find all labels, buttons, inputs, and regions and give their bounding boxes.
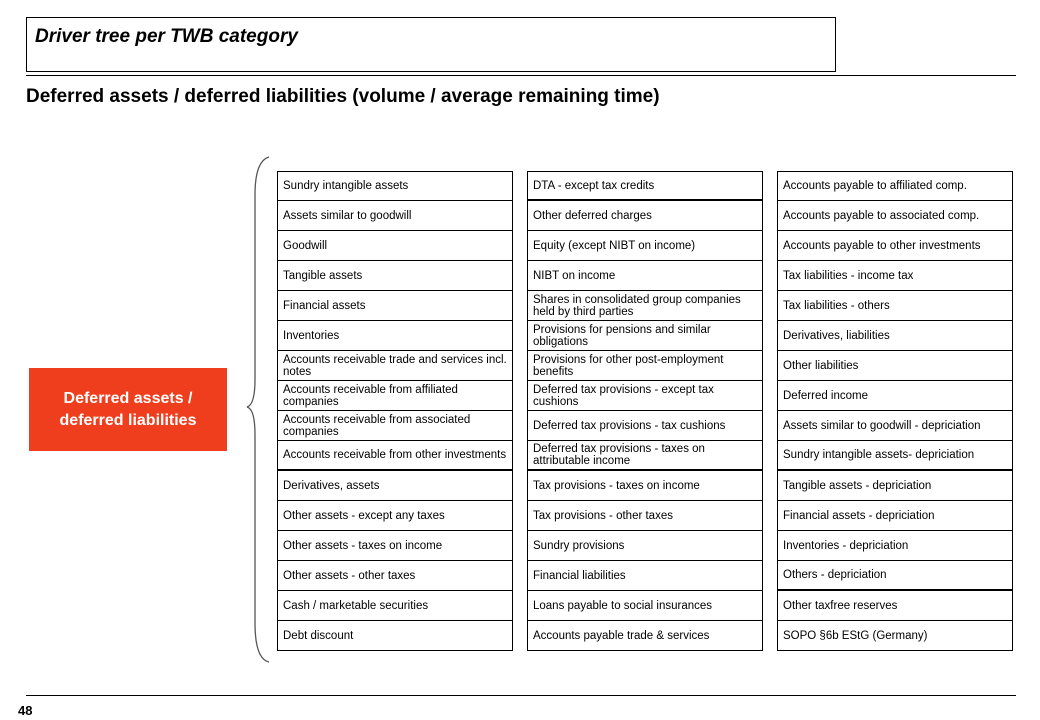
top-divider	[26, 75, 1016, 76]
driver-item: Deferred income	[777, 381, 1013, 411]
page-subtitle: Deferred assets / deferred liabilities (volume / average remaining time)	[26, 86, 660, 107]
driver-item: Tangible assets - depriciation	[777, 471, 1013, 501]
driver-item: Accounts payable to associated comp.	[777, 201, 1013, 231]
driver-item: Other taxfree reserves	[777, 591, 1013, 621]
root-node-line2: deferred liabilities	[59, 411, 197, 429]
driver-item: Tax liabilities - others	[777, 291, 1013, 321]
driver-item: Derivatives, liabilities	[777, 321, 1013, 351]
driver-item: Accounts payable trade & services	[527, 621, 763, 651]
driver-item: Inventories - depriciation	[777, 531, 1013, 561]
driver-column-payables	[777, 171, 1013, 651]
driver-item: Other assets - taxes on income	[277, 531, 513, 561]
root-node	[29, 368, 227, 451]
driver-item: Sundry intangible assets	[277, 171, 513, 201]
driver-item: Derivatives, assets	[277, 471, 513, 501]
driver-item: Deferred tax provisions - tax cushions	[527, 411, 763, 441]
driver-item: Cash / marketable securities	[277, 591, 513, 621]
driver-item: Goodwill	[277, 231, 513, 261]
driver-item: Assets similar to goodwill - depriciation	[777, 411, 1013, 441]
page-number: 48	[18, 703, 33, 718]
driver-item: Other deferred charges	[527, 201, 763, 231]
driver-item: Other assets - other taxes	[277, 561, 513, 591]
driver-item: DTA - except tax credits	[527, 171, 763, 201]
driver-item: Financial assets - depriciation	[777, 501, 1013, 531]
driver-column-assets	[277, 171, 513, 651]
driver-item: Accounts payable to other investments	[777, 231, 1013, 261]
driver-item: Debt discount	[277, 621, 513, 651]
driver-item: Financial liabilities	[527, 561, 763, 591]
driver-item: Provisions for other post-employment benefits	[527, 351, 763, 381]
driver-item: Sundry provisions	[527, 531, 763, 561]
driver-item: Equity (except NIBT on income)	[527, 231, 763, 261]
driver-item: NIBT on income	[527, 261, 763, 291]
title-box	[26, 17, 836, 72]
driver-item: Tax liabilities - income tax	[777, 261, 1013, 291]
driver-item: Tangible assets	[277, 261, 513, 291]
driver-item: Others - depriciation	[777, 561, 1013, 591]
bottom-divider	[26, 695, 1016, 696]
driver-item: Provisions for pensions and similar obligations	[527, 321, 763, 351]
driver-item: Inventories	[277, 321, 513, 351]
curly-brace	[245, 155, 275, 665]
driver-item: Tax provisions - taxes on income	[527, 471, 763, 501]
driver-item: Sundry intangible assets- depriciation	[777, 441, 1013, 471]
driver-item: SOPO §6b EStG (Germany)	[777, 621, 1013, 651]
driver-item: Accounts receivable from affiliated companies	[277, 381, 513, 411]
driver-item: Shares in consolidated group companies held by third parties	[527, 291, 763, 321]
driver-item: Tax provisions - other taxes	[527, 501, 763, 531]
driver-item: Accounts receivable from associated companies	[277, 411, 513, 441]
driver-item: Accounts receivable trade and services incl. notes	[277, 351, 513, 381]
page-title: Driver tree per TWB category	[35, 26, 298, 47]
driver-item: Deferred tax provisions - except tax cushions	[527, 381, 763, 411]
driver-item: Other assets - except any taxes	[277, 501, 513, 531]
driver-column-liabilities	[527, 171, 763, 651]
driver-item: Accounts receivable from other investments	[277, 441, 513, 471]
driver-item: Deferred tax provisions - taxes on attributable income	[527, 441, 763, 471]
driver-item: Accounts payable to affiliated comp.	[777, 171, 1013, 201]
driver-item: Other liabilities	[777, 351, 1013, 381]
driver-item: Assets similar to goodwill	[277, 201, 513, 231]
driver-item: Loans payable to social insurances	[527, 591, 763, 621]
driver-item: Financial assets	[277, 291, 513, 321]
root-node-line1: Deferred assets /	[63, 389, 193, 407]
